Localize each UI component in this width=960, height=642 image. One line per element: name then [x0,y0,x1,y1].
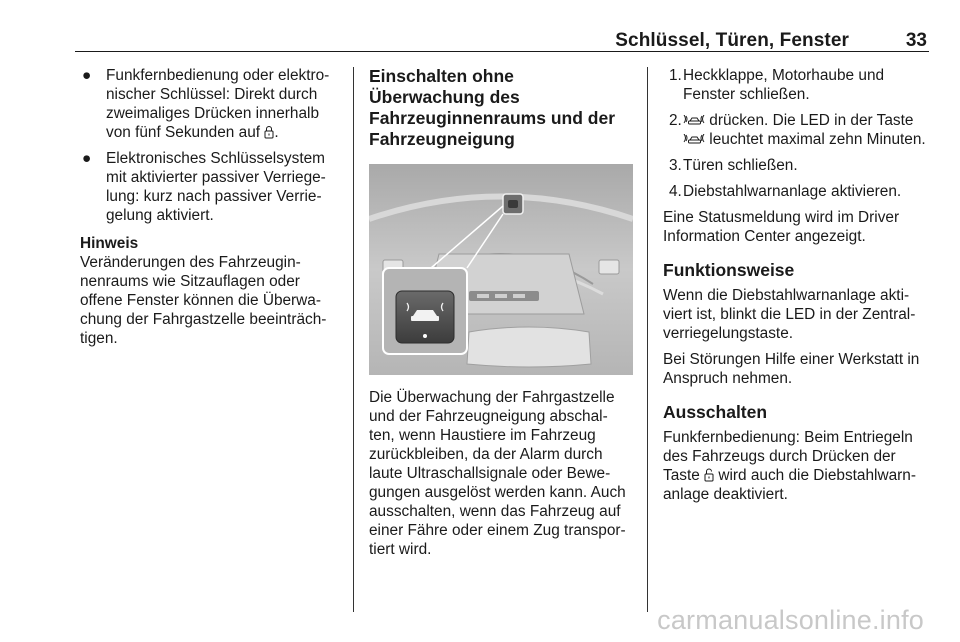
header-rule [75,51,929,52]
step-number: 1. [669,67,682,84]
bullet-text-end: . [274,124,279,141]
step-number: 4. [669,183,682,200]
bullet-item [80,66,342,142]
deactivate-paragraph [663,428,930,504]
deactivate-text: Funkfernbedienung: Beim Entriegeln des Fahrzeugs durch Drücken der Taste [663,429,913,484]
watermark: carmanualsonline.info [657,605,924,635]
lock-icon [264,125,274,139]
column-2 [369,66,633,559]
car-monitor-icon [683,115,705,126]
column-divider [353,67,354,612]
step-number: 3. [669,157,682,174]
deactivate-text-end: wird auch die Diebstahlwarn-anlage deaktiviert. [663,467,916,503]
section-heading: Funktionsweise [663,260,795,280]
figure-paragraph: Die Überwachung der Fahrgastzelle und der Fahrzeugneigung abschal-ten, wenn Haustiere im Fahrzeug zurückbleiben, da der Alarm durch laute Ultraschallsignale oder Bewe-gungen ausgelöst werden kann. Auch ausschalten, wenn das Fahrzeug auf einer Fähre oder einem Zug transpor-tiert wird. [369,389,626,558]
page-header [75,30,929,52]
step-text: Diebstahlwarnanlage aktivieren. [683,183,902,200]
car-monitor-icon [683,134,705,145]
console-figure [369,164,633,375]
overhead-console-illustration [369,164,633,375]
page-title: Schlüssel, Türen, Fenster [615,30,849,51]
bullet-text: Funkfernbedienung oder elektro-nischer Schlüssel: Direkt durch zweimaliges Drücken innerhalb von fünf Sekunden auf [106,67,330,141]
step-number: 2. [669,112,682,129]
page-number: 33 [905,30,927,51]
section-heading: Ausschalten [663,402,768,422]
section-heading: Einschalten ohne Überwachung des Fahrzeuginnenraums und der Fahrzeugneigung [369,66,615,149]
step-text: Türen schließen. [683,157,798,174]
bullet-item [80,149,342,225]
workshop-paragraph: Bei Störungen Hilfe einer Werkstatt in Anspruch nehmen. [663,351,920,387]
step-text: drücken. Die LED in der Taste [705,112,914,129]
step-item [663,111,930,149]
status-paragraph: Eine Statusmeldung wird im Driver Information Center angezeigt. [663,209,900,245]
step-item [663,66,930,104]
column-divider [647,67,648,612]
note-text: Veränderungen des Fahrzeugin-nenraums wie Sitzauflagen oder offene Fenster können die Überwa-chung der Fahrgastzelle beeinträch-tigen. [80,254,327,347]
unlock-icon [704,468,714,482]
step-item [663,156,930,175]
step-text: leuchtet maximal zehn Minuten. [705,131,926,148]
bullet-dot: ● [82,67,92,84]
note-heading: Hinweis [80,235,139,252]
column-1 [80,66,342,348]
bullet-dot: ● [82,150,92,167]
column-3 [663,66,930,504]
bullet-text: Elektronisches Schlüsselsystem mit aktivierter passiver Verriege-lung: kurz nach passiver Verrie-gelung aktiviert. [106,150,326,224]
function-paragraph: Wenn die Diebstahlwarnanlage akti-viert ist, blinkt die LED in der Zentral-verriegelungstaste. [663,287,916,342]
step-text: Heckklappe, Motorhaube und Fenster schließen. [683,67,885,103]
step-item [663,182,930,201]
